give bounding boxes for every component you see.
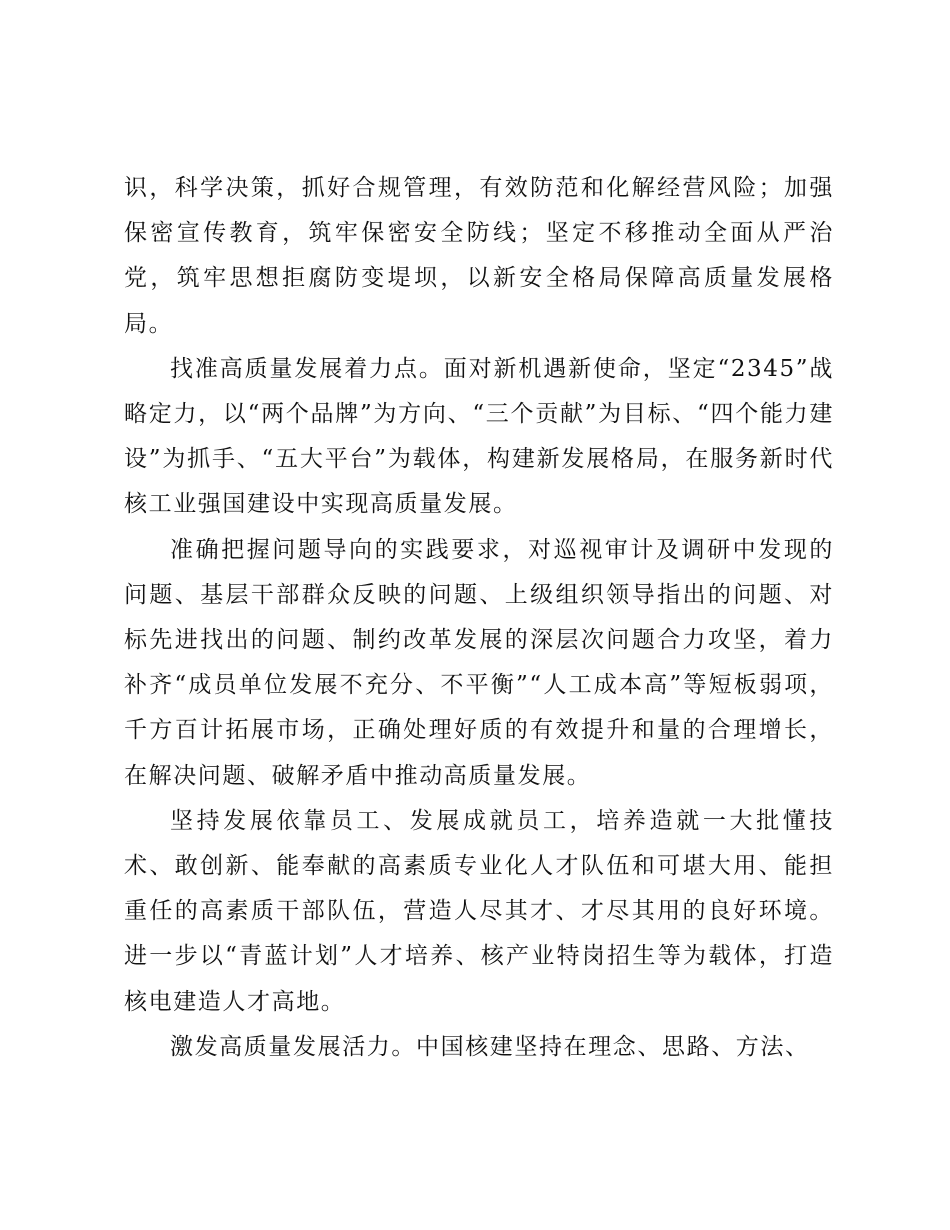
paragraph-safety-pattern: 识，科学决策，抓好合规管理，有效防范和化解经营风险；加强保密宣传教育，筑牢保密安全防线；坚定不移推动全面从严治党，筑牢思想拒腐防变堤坝，以新安全格局保障高质量发展格局。 <box>124 175 834 337</box>
paragraph-development-vitality: 激发高质量发展活力。中国核建坚持在理念、思路、方法、 <box>170 1033 810 1060</box>
paragraph-development-focus: 找准高质量发展着力点。面对新机遇新使命，坚定“2345”战略定力，以“两个品牌”为方向、“三个贡献”为目标、“四个能力建设”为抓手、“五大平台”为载体，构建新发展格局，在服务新时代核工业强国建设中实现高质量发展。 <box>124 355 834 518</box>
paragraph-talent-building: 坚持发展依靠员工、发展成就员工，培养造就一大批懂技术、敢创新、能奉献的高素质专业化人才队伍和可堪大用、能担重任的高素质干部队伍，营造人尽其才、才尽其用的良好环境。进一步以“青蓝计划”人才培养、核产业特岗招生等为载体，打造核电建造人才高地。 <box>124 807 834 1015</box>
paragraph-problem-orientation: 准确把握问题导向的实践要求，对巡视审计及调研中发现的问题、基层干部群众反映的问题、上级组织领导指出的问题、对标先进找出的问题、制约改革发展的深层次问题合力攻坚，着力补齐“成员单位发展不充分、不平衡”“人工成本高”等短板弱项，千方百计拓展市场，正确处理好质的有效提升和量的合理增长，在解决问题、破解矛盾中推动高质量发展。 <box>124 536 834 789</box>
document-body <box>124 166 834 1070</box>
